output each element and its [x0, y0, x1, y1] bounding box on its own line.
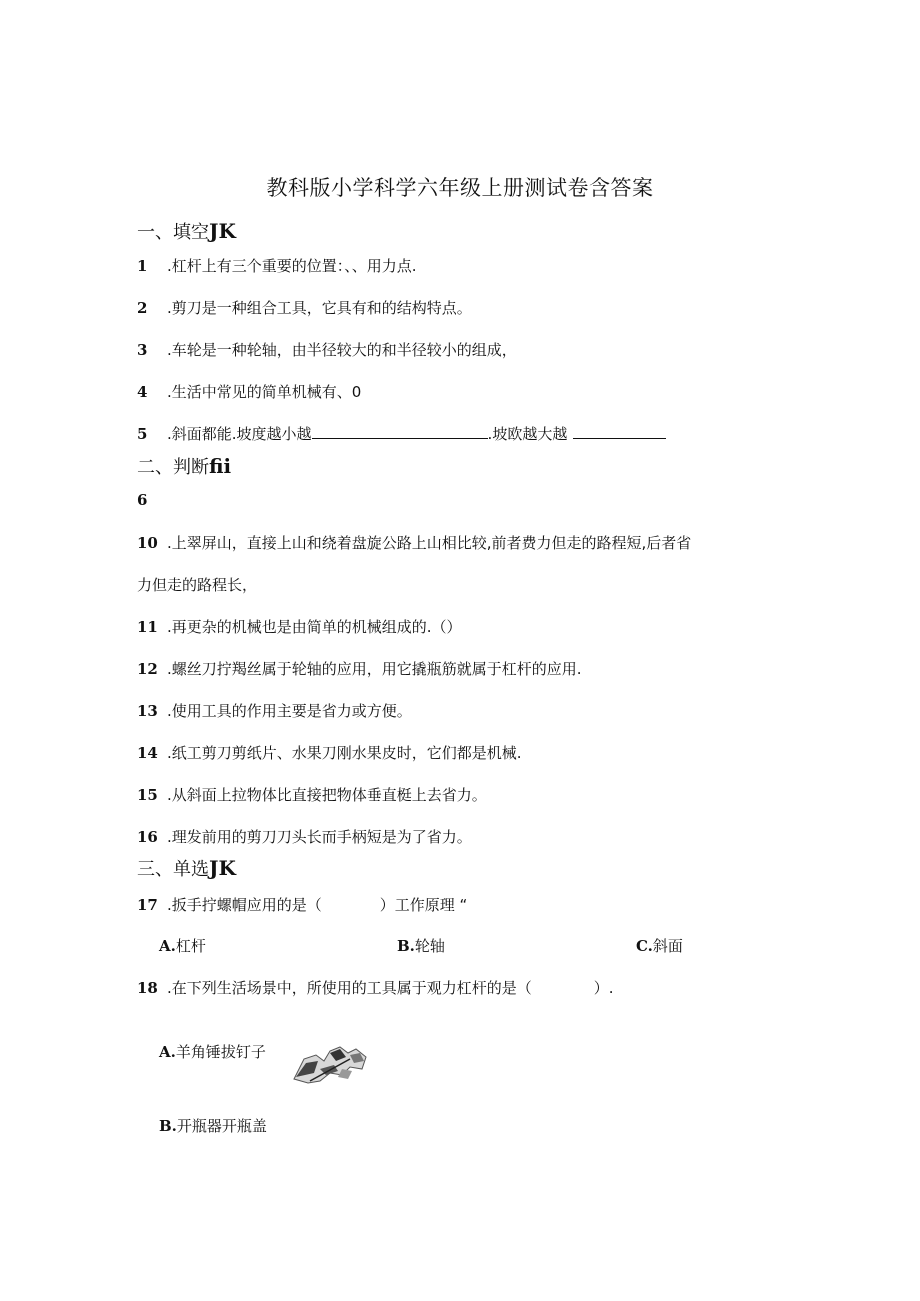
option-c[interactable]: [636, 935, 683, 956]
option-text: 轮轴: [414, 937, 445, 955]
question-text: .纸工剪刀剪纸片、水果刀刚水果皮时，它们都是机械.: [167, 744, 522, 762]
option-letter: B.: [159, 1117, 177, 1135]
section-label: 三、单选: [137, 859, 209, 880]
option-letter: C.: [636, 937, 653, 955]
question-text: .从斜面上拉物体比直接把物体垂直梃上去省力。: [167, 786, 487, 804]
option-letter: A.: [159, 1043, 176, 1061]
question-text: .生活中常见的简单机械有、0: [167, 383, 362, 401]
question-10: [137, 532, 691, 553]
question-text: .螺丝刀拧羯丝属于轮轴的应用，用它撬瓶筋就属于杠杆的应用.: [167, 660, 582, 678]
question-6: [137, 491, 167, 509]
question-number: 10: [137, 534, 158, 552]
question-text: ）.: [593, 979, 614, 997]
section-mark: JK: [209, 856, 236, 880]
question-text: .再更杂的机械也是由简单的机械组成的.（）: [167, 618, 462, 636]
question-text: .使用工具的作用主要是省力或方便。: [167, 702, 412, 720]
section-heading-fill-in: [137, 218, 236, 244]
question-number: 17: [137, 896, 158, 914]
option-b[interactable]: [397, 935, 445, 956]
claw-hammer-image: [290, 1039, 370, 1085]
question-number: 4: [137, 383, 148, 401]
question-number: 18: [137, 979, 158, 997]
question-text: .扳手拧螺帽应用的是（: [167, 896, 322, 914]
question-number: 12: [137, 660, 158, 678]
question-number: 6: [137, 491, 148, 509]
question-text: .杠杆上有三个重要的位置：、、用力点.: [167, 257, 417, 275]
question-number: 2: [137, 299, 148, 317]
question-16: [137, 826, 472, 847]
option-a[interactable]: [159, 1041, 266, 1062]
question-text: ）工作原理 “: [379, 896, 468, 914]
answer-blank[interactable]: [312, 424, 488, 439]
question-1: [137, 255, 417, 276]
question-number: 5: [137, 425, 148, 443]
question-text: .剪刀是一种组合工具，它具有和的结构特点。: [167, 299, 472, 317]
question-number: 11: [137, 618, 158, 636]
section-label: 一、填空: [137, 222, 209, 243]
document-title: 教科版小学科学六年级上册测试卷含答案: [266, 176, 654, 200]
question-number: 15: [137, 786, 158, 804]
question-3: [137, 339, 517, 360]
option-letter: A.: [159, 937, 176, 955]
question-12: [137, 658, 582, 679]
option-text: 羊角锤拔钉子: [175, 1043, 266, 1061]
question-text: .车轮是一种轮轴，由半径较大的和半径较小的组成，: [167, 341, 517, 359]
question-13: [137, 700, 412, 721]
question-number: 3: [137, 341, 148, 359]
question-text: .斜面都能.坡度越小越: [167, 425, 312, 443]
option-text: 杠杆: [175, 937, 206, 955]
question-number: 16: [137, 828, 158, 846]
question-4: [137, 381, 361, 402]
question-number: 13: [137, 702, 158, 720]
question-10-continued: [137, 574, 257, 595]
question-number: 1: [137, 257, 148, 275]
question-11: [137, 616, 462, 637]
question-5: [137, 423, 666, 444]
question-14: [137, 742, 522, 763]
option-a[interactable]: [159, 935, 206, 956]
answer-blank[interactable]: [573, 424, 666, 439]
section-heading-single-choice: [137, 855, 236, 881]
section-mark: JK: [209, 219, 236, 243]
question-number: 14: [137, 744, 158, 762]
question-18: [137, 977, 614, 998]
option-b[interactable]: [159, 1115, 267, 1136]
question-text: .在下列生活场景中，所使用的工具属于观力杠杆的是（: [167, 979, 532, 997]
question-2: [137, 297, 472, 318]
option-text: 开瓶器开瓶盖: [176, 1117, 267, 1135]
question-text: .上翠屏山，直接上山和绕着盘旋公路上山相比较,前者费力但走的路程短,后者省: [167, 534, 692, 552]
section-mark: fii: [209, 454, 232, 478]
question-15: [137, 784, 487, 805]
question-text: .坡欧越大越: [487, 425, 568, 443]
question-text: 力但走的路程长，: [137, 576, 258, 594]
question-text: .理发前用的剪刀刀头长而手柄短是为了省力。: [167, 828, 472, 846]
option-letter: B.: [397, 937, 415, 955]
section-label: 二、判断: [137, 457, 209, 478]
option-text: 斜面: [652, 937, 683, 955]
question-17: [137, 894, 467, 915]
section-heading-judge: [137, 453, 231, 479]
